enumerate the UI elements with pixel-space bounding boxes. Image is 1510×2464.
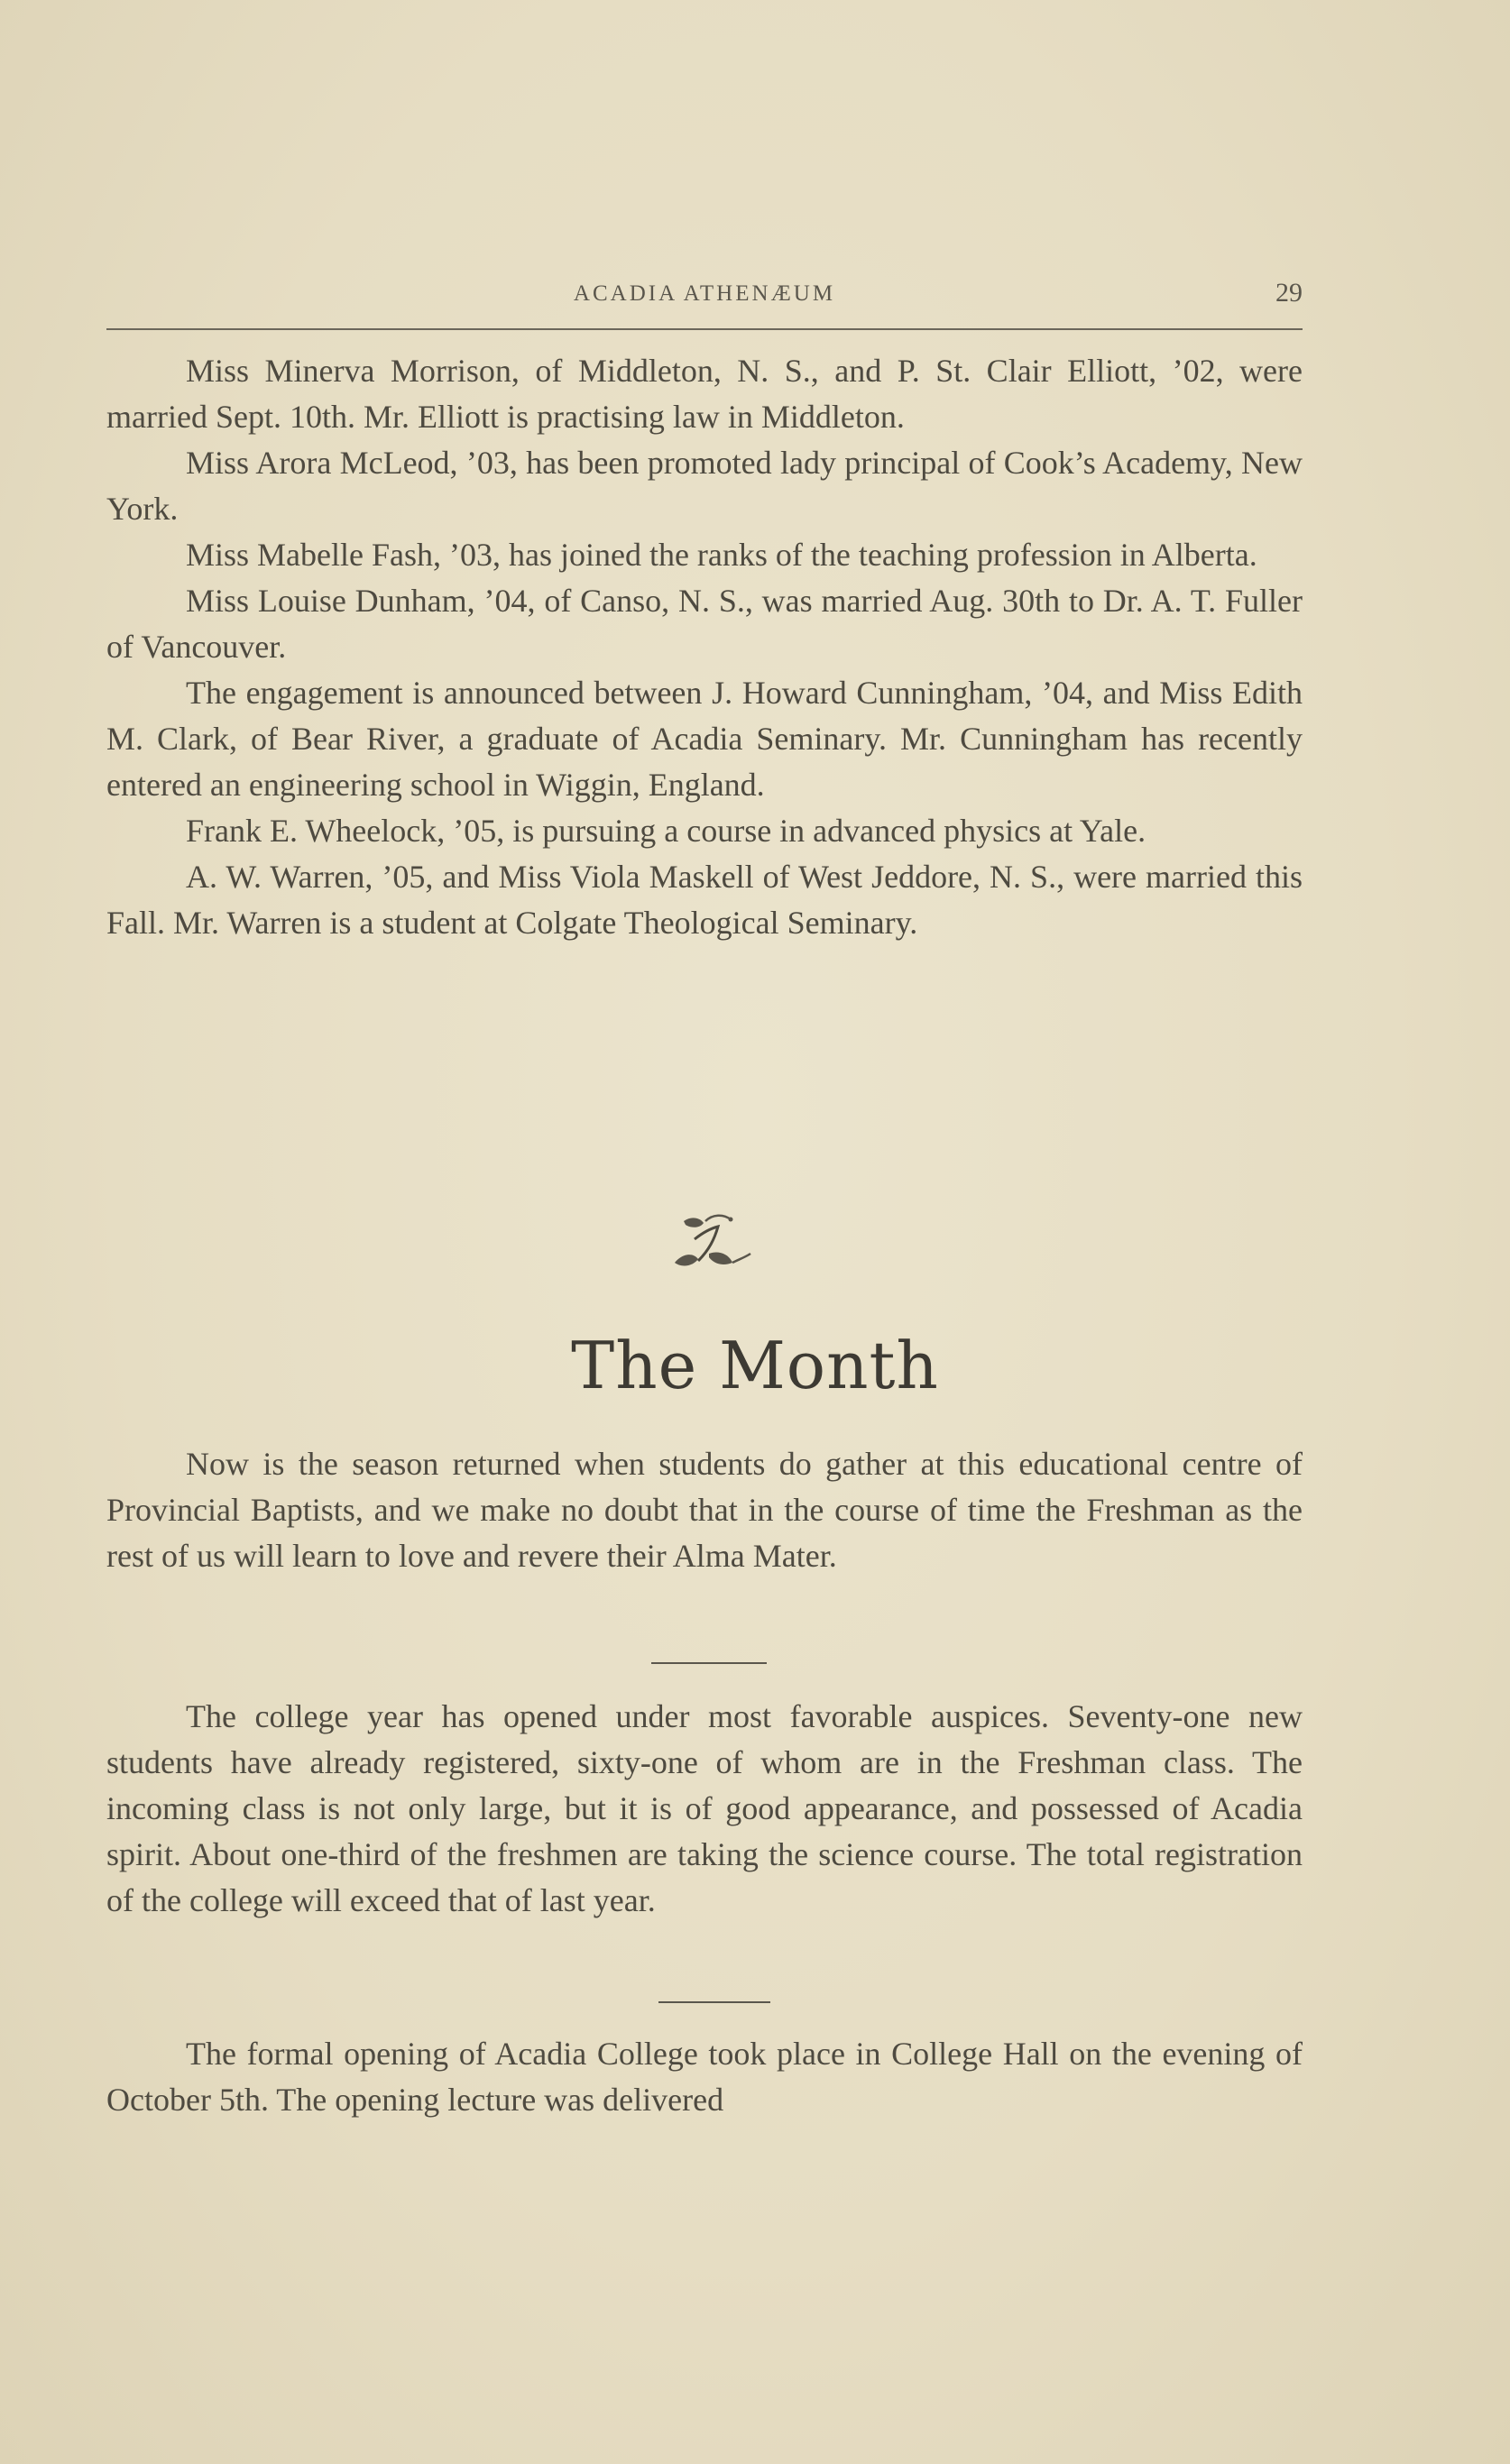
paragraph: Miss Arora McLeod, ’03, has been promoted lady principal of Cook’s Academy, New York. <box>106 445 1303 527</box>
paragraph: Frank E. Wheelock, ’05, is pursuing a course in advanced physics at Yale. <box>186 813 1146 849</box>
paragraph: A. W. Warren, ’05, and Miss Viola Maskell of West Jeddore, N. S., were married this Fall. Mr. Warren is a student at Colgate Theological Seminary. <box>106 859 1303 941</box>
paragraph: The formal opening of Acadia College took place in College Hall on the evening of October 5th. The opening lecture was delivered <box>106 2036 1303 2118</box>
month-paragraph <box>106 2031 1303 2123</box>
paragraph: Miss Mabelle Fash, ’03, has joined the ranks of the teaching profession in Alberta. <box>186 537 1257 573</box>
section-divider <box>651 1662 767 1664</box>
personals-section <box>106 348 1303 946</box>
paragraph: Miss Louise Dunham, ’04, of Canso, N. S., was married Aug. 30th to Dr. A. T. Fuller of Vancouver. <box>106 583 1303 665</box>
page-number: 29 <box>1275 278 1303 308</box>
running-title: ACADIA ATHENÆUM <box>573 281 836 306</box>
paragraph: The college year has opened under most favorable auspices. Seventy-one new students have already registered, sixty-one of whom are in the Freshman class. The incoming class is not only large, but it is of good appearance, and possessed of Acadia spirit. About one-third of the freshmen are taking the science course. The total registration of the college will exceed that of last year. <box>106 1698 1303 1918</box>
section-divider <box>658 2001 770 2003</box>
paragraph: The engagement is announced between J. Howard Cunningham, ’04, and Miss Edith M. Clark, of Bear River, a graduate of Acadia Seminary. Mr. Cunningham has recently entered an engineering school in Wiggin, England. <box>106 675 1303 803</box>
section-title: The Month <box>571 1328 939 1403</box>
paragraph: Now is the season returned when students do gather at this educational centre of Provincial Baptists, and we make no doubt that in the course of time the Freshman as the rest of us will learn to love and revere their Alma Mater. <box>106 1446 1303 1574</box>
paragraph: Miss Minerva Morrison, of Middleton, N. S., and P. St. Clair Elliott, ’02, were married Sept. 10th. Mr. Elliott is practising law in Middleton. <box>106 353 1303 435</box>
floral-ornament-icon <box>658 1209 767 1284</box>
running-header <box>106 278 1303 330</box>
month-paragraph <box>106 1441 1303 1579</box>
month-paragraph <box>106 1694 1303 1924</box>
